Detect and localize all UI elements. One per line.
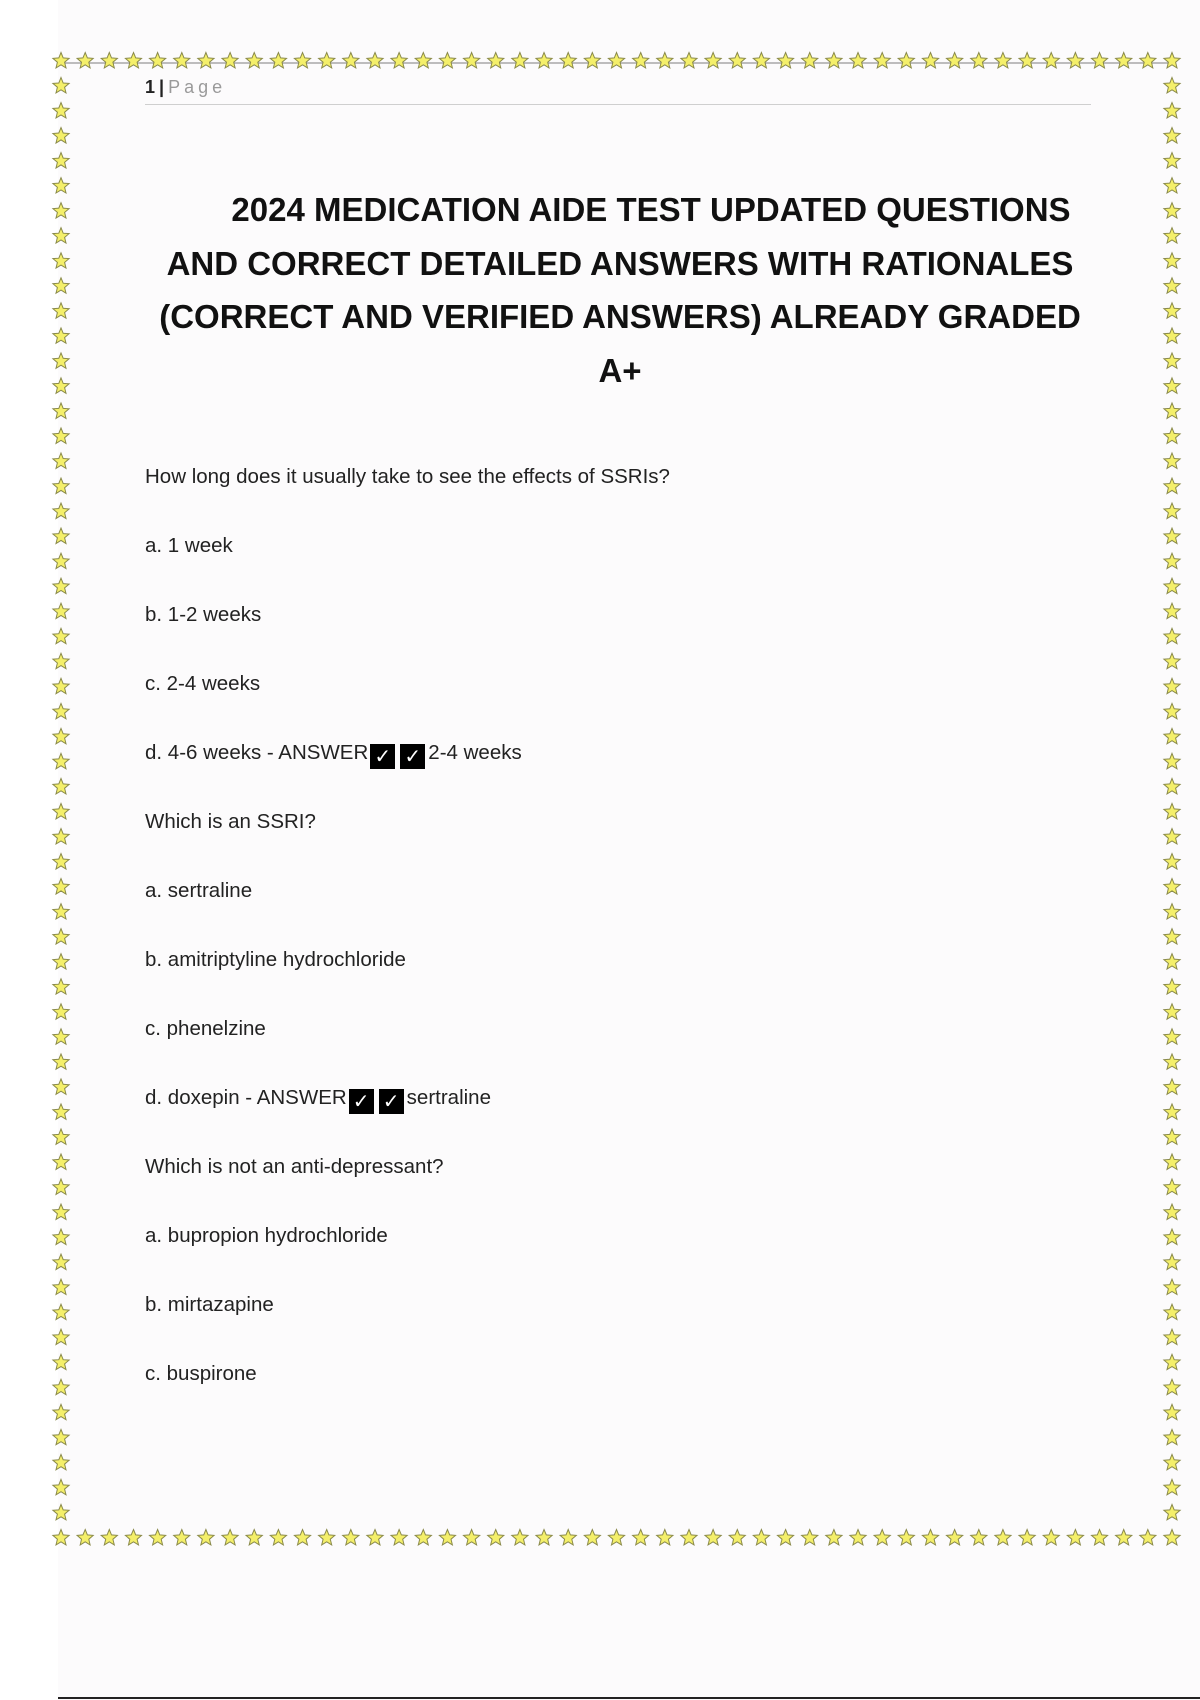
page-number: 1 — [145, 77, 156, 97]
check-mark-icon: ✓ — [379, 1089, 404, 1114]
question-text: Which is not an anti-depressant? — [145, 1155, 444, 1178]
page-separator: | — [159, 77, 165, 97]
page-word: Page — [168, 77, 227, 97]
correct-answer: 2-4 weeks — [428, 741, 522, 764]
answer-option: a. sertraline — [145, 879, 253, 902]
answer-option: b. amitriptyline hydrochloride — [145, 948, 406, 971]
answer-option-with-key — [145, 1083, 1045, 1152]
question-list — [145, 462, 1045, 1428]
title-line: 2024 MEDICATION AIDE TEST UPDATED QUESTIONS — [231, 191, 1071, 228]
bottom-rule — [58, 1697, 1200, 1699]
document-title — [140, 183, 1100, 397]
answer-option: c. 2-4 weeks — [145, 672, 261, 695]
check-mark-icon: ✓ — [400, 744, 425, 769]
answer-option: b. mirtazapine — [145, 1293, 274, 1316]
title-line: AND CORRECT DETAILED ANSWERS WITH RATIONALES — [166, 244, 1074, 282]
title-line: A+ — [598, 351, 642, 389]
answer-option-with-key — [145, 738, 1045, 807]
answer-option: c. buspirone — [145, 1362, 257, 1385]
correct-answer: sertraline — [406, 1086, 491, 1109]
answer-option: a. 1 week — [145, 534, 233, 557]
answer-option: b. 1-2 weeks — [145, 603, 262, 626]
answer-option: a. bupropion hydrochloride — [145, 1224, 388, 1247]
page-header — [145, 76, 1091, 105]
answer-option: d. 4-6 weeks - ANSWER — [145, 741, 369, 764]
check-mark-icon: ✓ — [370, 744, 395, 769]
check-mark-icon: ✓ — [349, 1089, 374, 1114]
question-text: Which is an SSRI? — [145, 810, 316, 833]
question-text: How long does it usually take to see the effects of SSRIs? — [145, 465, 670, 488]
answer-option: d. doxepin - ANSWER — [145, 1086, 347, 1109]
answer-option: c. phenelzine — [145, 1017, 266, 1040]
title-line: (CORRECT AND VERIFIED ANSWERS) ALREADY GRADED — [159, 298, 1081, 335]
